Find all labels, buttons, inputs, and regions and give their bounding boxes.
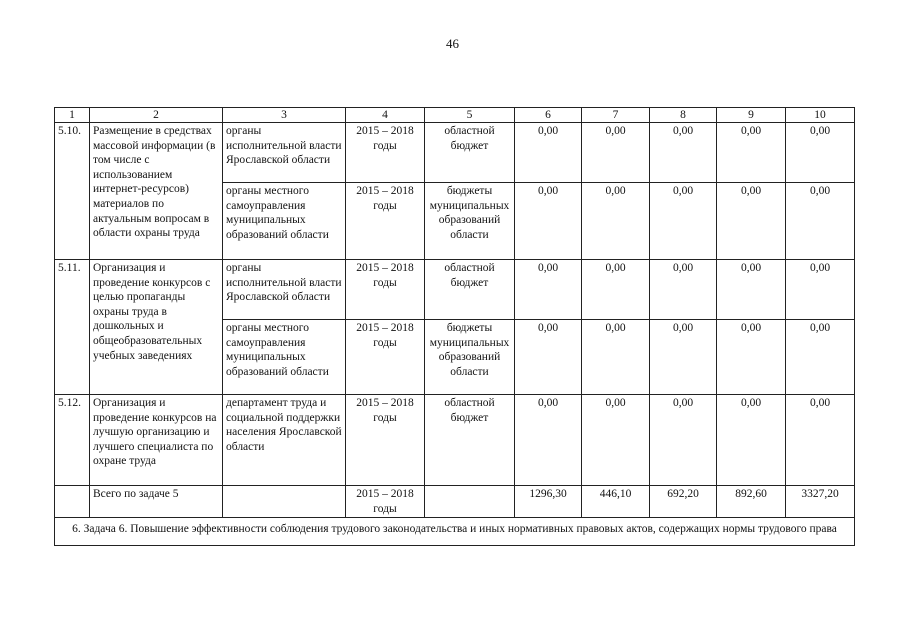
executor-cell: органы местного самоуправления муниципальных образований области [223,183,346,260]
header-cell: 2 [90,108,223,123]
total-row [55,486,855,518]
period-cell: 2015 – 2018 годы [346,486,425,518]
value-cell: 0,00 [582,183,650,260]
value-cell: 0,00 [650,183,717,260]
total-label: Всего по задаче 5 [90,486,223,518]
task-6-heading: 6. Задача 6. Повышение эффективности соблюдения трудового законодательства и иных нормативных правовых актов, содержащих нормы трудового права [55,518,855,546]
value-cell: 0,00 [717,260,786,320]
header-cell: 9 [717,108,786,123]
header-cell: 4 [346,108,425,123]
period-cell: 2015 – 2018 годы [346,395,425,486]
value-cell: 0,00 [515,395,582,486]
source-cell: областной бюджет [425,260,515,320]
table-row [55,395,855,486]
value-cell: 0,00 [786,123,855,183]
total-value: 446,10 [582,486,650,518]
header-cell: 6 [515,108,582,123]
source-cell: областной бюджет [425,395,515,486]
table-row [55,260,855,320]
item-number: 5.10. [55,123,90,260]
value-cell: 0,00 [786,395,855,486]
header-cell: 10 [786,108,855,123]
value-cell: 0,00 [717,320,786,395]
executor-cell: органы исполнительной власти Ярославской области [223,123,346,183]
value-cell: 0,00 [515,183,582,260]
value-cell: 0,00 [650,123,717,183]
period-cell: 2015 – 2018 годы [346,123,425,183]
empty-cell [425,486,515,518]
item-name: Размещение в средствах массовой информации (в том числе с использованием интернет-ресурсов) материалов по актуальным вопросам в области охраны труда [90,123,223,260]
header-cell: 7 [582,108,650,123]
executor-cell: органы местного самоуправления муниципальных образований области [223,320,346,395]
value-cell: 0,00 [786,260,855,320]
page-number: 46 [446,36,459,51]
total-value: 1296,30 [515,486,582,518]
value-cell: 0,00 [717,395,786,486]
value-cell: 0,00 [650,320,717,395]
item-number: 5.11. [55,260,90,395]
source-cell: бюджеты муниципальных образований области [425,183,515,260]
value-cell: 0,00 [650,260,717,320]
total-value: 892,60 [717,486,786,518]
period-cell: 2015 – 2018 годы [346,260,425,320]
header-row [55,108,855,123]
header-cell: 5 [425,108,515,123]
value-cell: 0,00 [650,395,717,486]
item-name: Организация и проведение конкурсов с целью пропаганды охраны труда в дошкольных и общеобразовательных учебных заведениях [90,260,223,395]
value-cell: 0,00 [786,183,855,260]
task-row [55,518,855,546]
value-cell: 0,00 [582,395,650,486]
program-table [54,107,855,546]
value-cell: 0,00 [717,123,786,183]
value-cell: 0,00 [515,260,582,320]
item-number: 5.12. [55,395,90,486]
empty-cell [223,486,346,518]
source-cell: бюджеты муниципальных образований области [425,320,515,395]
total-value: 692,20 [650,486,717,518]
value-cell: 0,00 [582,260,650,320]
empty-cell [55,486,90,518]
header-cell: 1 [55,108,90,123]
item-name: Организация и проведение конкурсов на лучшую организацию и лучшего специалиста по охране труда [90,395,223,486]
source-cell: областной бюджет [425,123,515,183]
value-cell: 0,00 [515,320,582,395]
table-row [55,123,855,183]
header-cell: 3 [223,108,346,123]
value-cell: 0,00 [582,123,650,183]
executor-cell: органы исполнительной власти Ярославской области [223,260,346,320]
value-cell: 0,00 [717,183,786,260]
value-cell: 0,00 [515,123,582,183]
value-cell: 0,00 [582,320,650,395]
executor-cell: департамент труда и социальной поддержки населения Ярославской области [223,395,346,486]
period-cell: 2015 – 2018 годы [346,320,425,395]
header-cell: 8 [650,108,717,123]
period-cell: 2015 – 2018 годы [346,183,425,260]
total-value: 3327,20 [786,486,855,518]
value-cell: 0,00 [786,320,855,395]
